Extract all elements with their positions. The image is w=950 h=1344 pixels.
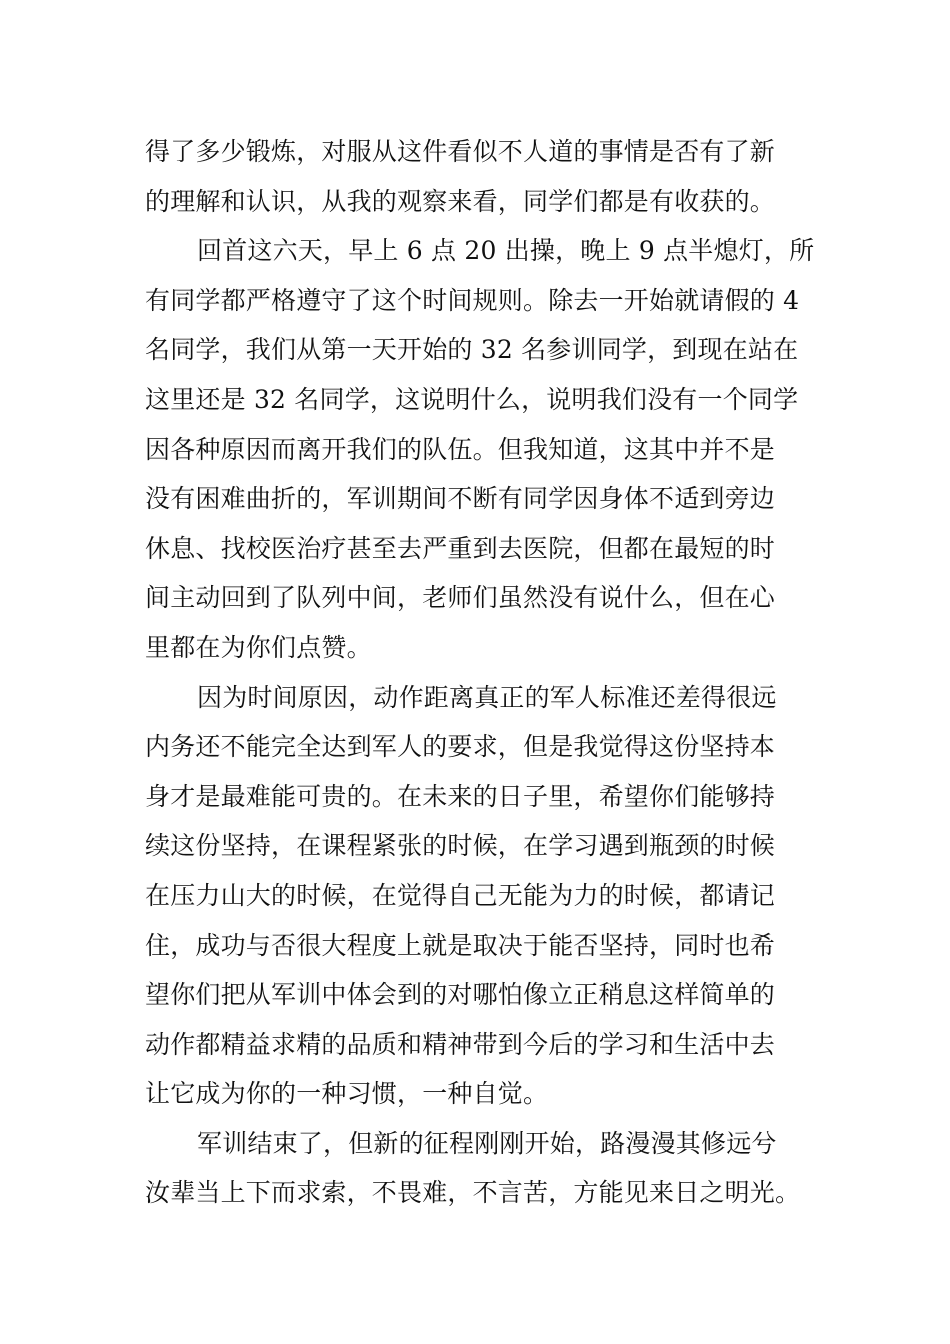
text-line: 望你们把从军训中体会到的对哪怕像立正稍息这样简单的 — [145, 980, 776, 1010]
text-line: 汝辈当上下而求索，不畏难，不言苦，方能见来日之明光。 — [145, 1178, 801, 1208]
text-line: 在压力山大的时候，在觉得自己无能为力的时候，都请记 — [145, 880, 776, 910]
text-line: 没有困难曲折的，军训期间不断有同学因身体不适到旁边 — [145, 484, 776, 514]
text-line: 动作都精益求精的品质和精神带到今后的学习和生活中去 — [145, 1029, 776, 1059]
text-line: 因各种原因而离开我们的队伍。但我知道，这其中并不是 — [145, 434, 776, 464]
text-line: 休息、找校医治疗甚至去严重到去医院，但都在最短的时 — [145, 533, 776, 563]
document-body — [145, 127, 845, 1218]
text-line: 身才是最难能可贵的。在未来的日子里，希望你们能够持 — [145, 781, 776, 811]
text-line: 因为时间原因，动作距离真正的军人标准还差得很远 — [197, 682, 777, 712]
text-line: 军训结束了，但新的征程刚刚开始，路漫漫其修远兮 — [197, 1128, 777, 1158]
text-line: 的理解和认识，从我的观察来看，同学们都是有收获的。 — [145, 186, 776, 216]
text-line: 间主动回到了队列中间，老师们虽然没有说什么，但在心 — [145, 583, 776, 613]
text-line: 得了多少锻炼，对服从这件看似不人道的事情是否有了新 — [145, 137, 776, 166]
text-line: 名同学，我们从第一天开始的 32 名参训同学，到现在站在 — [145, 335, 799, 365]
text-line: 回首这六天，早上 6 点 20 出操，晚上 9 点半熄灯，所 — [197, 236, 815, 266]
text-line: 住，成功与否很大程度上就是取决于能否坚持，同时也希 — [145, 930, 776, 960]
text-line: 让它成为你的一种习惯，一种自觉。 — [145, 1079, 549, 1109]
text-line: 里都在为你们点赞。 — [145, 632, 372, 662]
text-line: 有同学都严格遵守了这个时间规则。除去一开始就请假的 4 — [145, 285, 800, 315]
text-line: 续这份坚持，在课程紧张的时候，在学习遇到瓶颈的时候 — [145, 831, 776, 861]
text-line: 这里还是 32 名同学，这说明什么，说明我们没有一个同学 — [145, 384, 799, 414]
text-line: 内务还不能完全达到军人的要求，但是我觉得这份坚持本 — [145, 732, 776, 762]
